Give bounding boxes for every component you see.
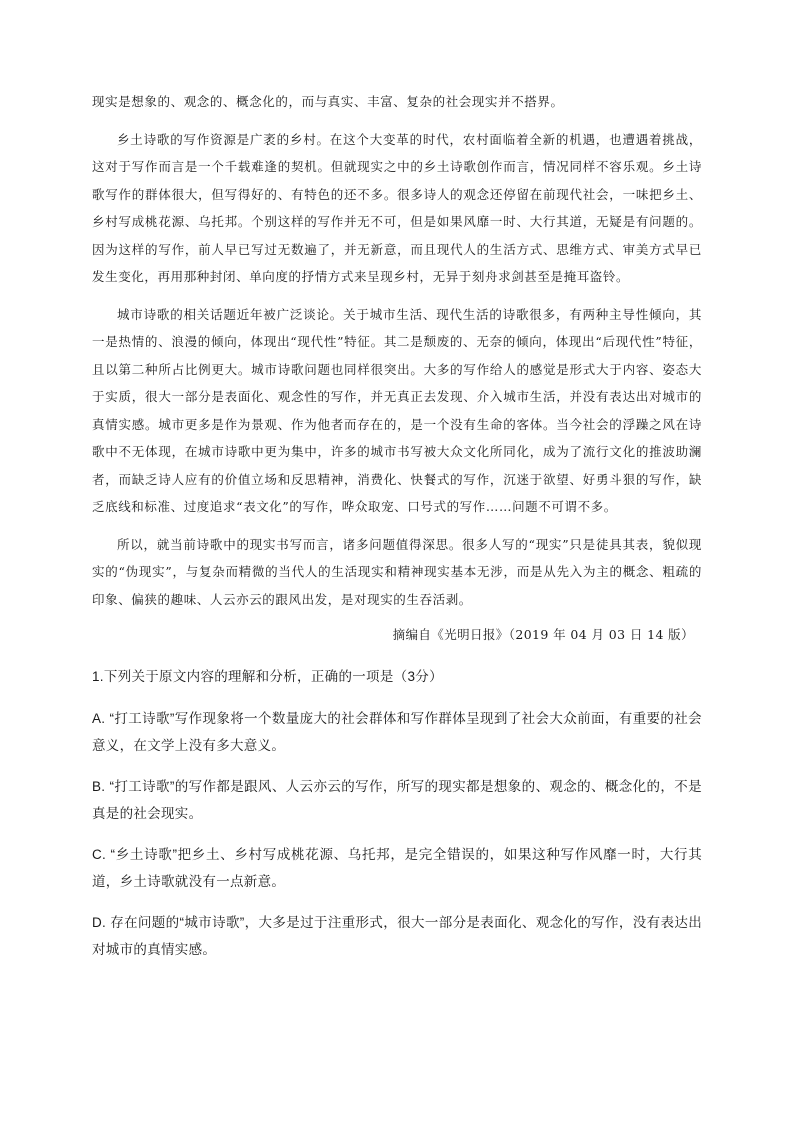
question-stem: 1.下列关于原文内容的理解和分析，正确的一项是（3分）	[92, 669, 443, 684]
option-b: B. “打工诗歌”的写作都是跟风、人云亦云的写作，所写的现实都是想象的、观念的、概念化的，不是真是的社会现实。	[92, 779, 702, 821]
passage-paragraph: 所以，就当前诗歌中的现实书写而言，诸多问题值得深思。很多人写的“现实”只是徒具其表，貌似现实的“伪现实”，与复杂而精微的当代人的生活现实和精神现实基本无涉，而是从先入为主的概念、粗疏的印象、偏狭的趣味、人云亦云的跟风出发，是对现实的生吞活剥。	[92, 536, 702, 607]
passage-paragraph: 现实是想象的、观念的、概念化的，而与真实、丰富、复杂的社会现实并不搭界。	[92, 94, 564, 109]
option-d: D. 存在问题的“城市诗歌”，大多是过于注重形式，很大一部分是表面化、观念化的写作，没有表达出对城市的真情实感。	[92, 915, 702, 957]
option-a: A. “打工诗歌”写作现象将一个数量庞大的社会群体和写作群体呈现到了社会大众前面，有重要的社会意义，在文学上没有多大意义。	[92, 711, 702, 753]
document-page	[92, 88, 702, 963]
option-c: C. “乡土诗歌”把乡土、乡村写成桃花源、乌托邦，是完全错误的，如果这种写作风靡一时，大行其道，乡土诗歌就没有一点新意。	[92, 847, 702, 889]
passage-paragraph: 城市诗歌的相关话题近年被广泛谈论。关于城市生活、现代生活的诗歌很多，有两种主导性倾向，其一是热情的、浪漫的倾向，体现出“现代性”特征。其二是颓废的、无奈的倾向，体现出“后现代性”特征，且以第二种所占比例更大。城市诗歌问题也同样很突出。大多的写作给人的感觉是形式大于内容、姿态大于实质，很大一部分是表面化、观念性的写作，并无真正去发现、介入城市生活，并没有表达出对城市的真情实感。城市更多是作为景观、作为他者而存在的，是一个没有生命的客体。当今社会的浮躁之风在诗歌中不无体现，在城市诗歌中更为集中，许多的城市书写被大众文化所同化，成为了流行文化的推波助澜者，而缺乏诗人应有的价值立场和反思精神，消费化、快餐式的写作，沉迷于欲望、好勇斗狠的写作，缺乏底线和标准、过度追求“表文化”的写作，哗众取宠、口号式的写作……问题不可谓不多。	[92, 306, 702, 514]
source-citation: 摘编自《光明日报》（2019 年 04 月 03 日 14 版）	[392, 627, 694, 642]
passage-paragraph: 乡土诗歌的写作资源是广袤的乡村。在这个大变革的时代，农村面临着全新的机遇，也遭遇着挑战，这对于写作而言是一个千载难逢的契机。但就现实之中的乡土诗歌创作而言，情况同样不容乐观。乡土诗歌写作的群体很大，但写得好的、有特色的还不多。很多诗人的观念还停留在前现代社会，一味把乡土、乡村写成桃花源、乌托邦。个别这样的写作并无不可，但是如果风靡一时、大行其道，无疑是有问题的。因为这样的写作，前人早已写过无数遍了，并无新意，而且现代人的生活方式、思维方式、审美方式早已发生变化，再用那种封闭、单向度的抒情方式来呈现乡村，无异于刻舟求剑甚至是掩耳盗铃。	[92, 131, 702, 284]
